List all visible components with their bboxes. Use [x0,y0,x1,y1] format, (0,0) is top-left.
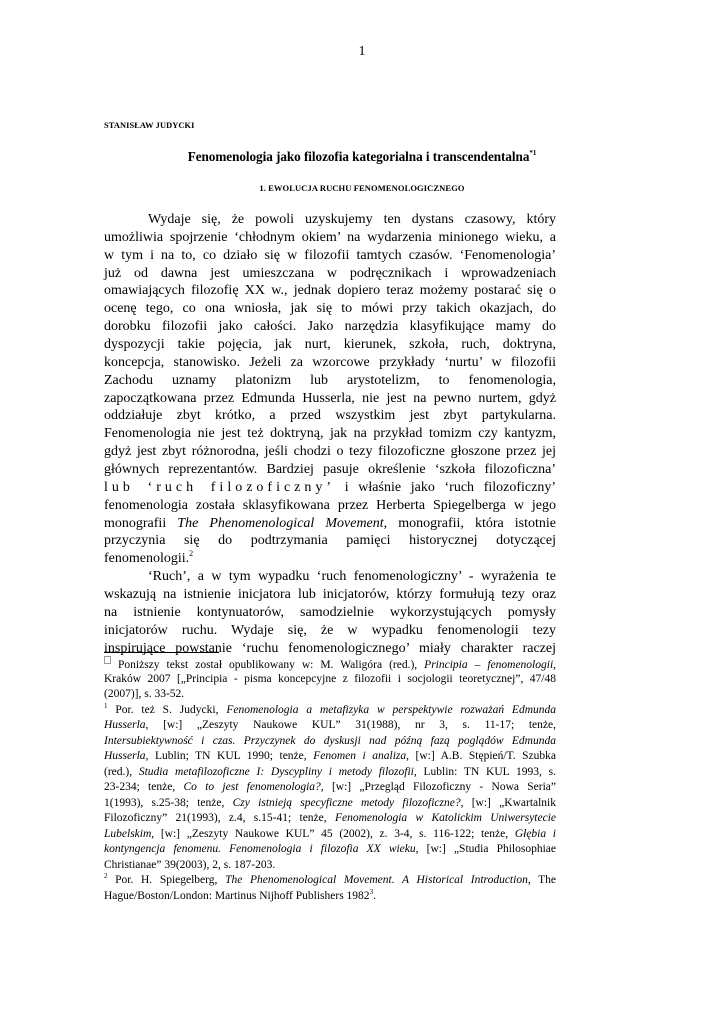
body-line: gdyż jest zbyt różnorodna, jeśli chodzi o tezy filozoficzne głoszone przez jej [104,444,556,460]
title-text: Fenomenologia jako filozofia kategorialna i transcendentalna [187,149,530,164]
body-line: inicjatorów ruchu. Wydaje się, że w wypadku fenomenologii tezy [104,622,556,638]
footnote-text: , Lublin: TN KUL 1993, s. [413,765,556,778]
footnote-text: Hague/Boston/London: Martinus Nijhoff Publishers 1982 [104,889,370,902]
footnotes [104,656,556,904]
footnote-line: Kraków 2007 [„Principia - pisma koncepcyjne z filozofii i socjologii teoretycznej”, 47/48 [104,672,556,685]
footnote-text: , The [527,874,557,886]
body-line: fenomenologia została sklasyfikowana przez Herberta Spiegelberga w jego [104,497,556,513]
body-line: dyspozycji takie pojęcia, jak nurt, kierunek, szkoła, ruch, doktryna, [104,337,556,353]
body-line [104,515,556,533]
body-text [104,211,556,657]
footnote-separator [104,652,219,653]
footnote-italic: Fenomen i analiza [313,750,407,762]
body-line: koncepcja, stanowisko. Jeżeli za wzorcowe przykłady ‘nurtu’ w filozofii [104,354,556,370]
footnote-text: , [553,659,557,671]
footnote-line [104,889,556,905]
footnote-italic: Fenomenologia w Katolickim Uniwersytecie [334,812,557,824]
body-line: przyczynia się do podtrzymania pamięci historycznej dotyczącej [104,533,556,549]
footnote-italic: Husserla [104,719,146,731]
footnote-line [104,749,556,765]
body-line: ocenę tego, co ona wniosła, jak się to mówi przy takich okazjach, do [104,301,556,317]
footnote-italic: Czy istnieją specyficzne metody filozoficzne? [232,796,461,809]
body-line-text: fenomenologii. [104,551,190,567]
footnote-text: 1(1993), s.25-38; tenże, [104,796,225,809]
footnote-text: , [w:] „Kwartalnik [460,796,557,809]
body-line: na istnienie kontynuatorów, samodzielnie wykorzystujących pomysły [104,604,556,620]
body-line: oddziałuje zbyt krótko, a przed wszystkim jest zbyt partykularna. [104,408,556,424]
footnote-italic: The Phenomenological Movement. A Historical Introduction [225,874,528,886]
footnote-ref: 2 [189,549,194,559]
footnote-text: (red.), [104,765,133,778]
body-line: głównych reprezentantów. Bardziej pasuje określenie ‘szkoła filozoficzna’ [104,462,556,478]
author-name: STANISŁAW JUDYCKI [104,121,195,130]
book-title: The Phenomenological Movement [177,515,384,531]
body-line [104,550,556,568]
body-line-text: monografii [104,515,167,531]
footnote-italic: Principia – fenomenologii [424,659,554,671]
footnote-line [104,811,556,827]
footnote-line [104,827,556,843]
paper-title [104,149,620,165]
footnote-ref: 3 [369,887,374,896]
body-line: wskazują na istnienie inicjatora lub inicjatorów, którzy formułują tezy oraz [104,587,556,603]
footnote-italic: Lubelskim [104,827,152,840]
footnote-line [104,842,556,858]
footnote-text: Poniższy tekst został opublikowany w: M. Waligóra (red.), [111,659,418,671]
body-line: omawiających filozofię XX w., jednak dopiero teraz możemy postarać się o [104,283,556,299]
body-line-text: , monografii, która istotnie [383,515,557,531]
footnote-line [104,718,556,734]
footnote-line [104,780,556,796]
footnote-line [104,796,556,812]
footnote-text: Por. też S. Judycki, [107,703,219,716]
footnote-italic: Studia metafilozoficzne I: Dyscypliny i metody filozofii [138,765,414,778]
footnote-italic: Głębia i [514,827,557,840]
footnote-text: , [w:] „Zeszyty Naukowe KUL” 45 (2002), z. 3-4, s. 116-122; tenże, [151,827,509,840]
footnote-italic: kontyngencja fenomenu. Fenomenologia i filozofia XX wieku [104,843,416,855]
footnote-italic: Fenomenologia a metafizyka w perspektywie rozważań Edmunda [226,703,557,716]
footnote-text: , [w:] „Studia Philosophiae [415,843,556,855]
page-number: 1 [358,44,366,59]
body-line: Fenomenologia nie jest też doktryną, jak na przykład tomizm czy kantyzm, [104,426,556,442]
footnote-number: 2 [104,872,108,880]
body-line [104,479,556,497]
footnote-text: Filozoficzny” 21(1993), z.4, s.15-41; tenże, [104,812,327,824]
title-footnote-marks: *1 [529,149,537,157]
body-line: Wydaje się, że powoli uzyskujemy ten dystans czasowy, który [148,212,556,227]
body-line-text: i właśnie jako ‘ruch filozoficzny’ [344,479,556,495]
footnote-line [104,656,556,672]
body-line: w tym i na to, co działo się w filozofii tamtych czasów. ‘Fenomenologia’ [104,247,556,263]
footnote-line: (2007)], s. 33-52. [104,688,185,700]
footnote-text: , Lublin; TN KUL 1990; tenże, [145,750,307,762]
footnote-text: , [w:] A.B. Stępień/T. Szubka [406,750,557,762]
section-heading: 1. EWOLUCJA RUCHU FENOMENOLOGICZNEGO [259,183,465,193]
body-line: umożliwia spojrzenie ‘chłodnym okiem’ na wydarzenia minionego wieku, a [104,229,556,245]
footnote-line [104,765,556,781]
footnote-marker-icon [104,656,111,664]
body-line: już od dawna jest umieszczana w podręcznikach i wprowadzeniach [104,265,556,281]
footnote-line [104,703,556,719]
spaced-phrase: lub ‘ruch filozoficzny’ [104,479,336,495]
footnote-text: . [373,889,376,902]
footnote-italic: Intersubiektywność i czas. Przyczynek do dyskusji nad późną fazą poglądów Edmunda [104,734,556,747]
footnote-line: Christianae” 39(2003), 2, s. 187-203. [104,858,276,871]
footnote-line [104,734,556,750]
body-line: zapoczątkowana przez Edmunda Husserla, nie jest na pewno nurtem, gdyż [104,390,556,406]
footnote-italic: Co to jest fenomenologia? [183,781,321,793]
footnote-line [104,873,556,889]
footnote-italic: Husserla [104,750,146,762]
body-line: dorobku filozofii jako całości. Jako narzędzia klasyfikujące mamy do [104,319,556,335]
footnote-text: 23-234; tenże, [104,781,176,793]
footnote-text: Por. H. Spiegelberg, [107,874,218,886]
body-line: inspirujące powstanie ‘ruchu fenomenologicznego’ miały charakter raczej [104,640,556,656]
body-line: Zachodu uznamy platonizm lub arystotelizm, to fenomenologia, [104,372,556,388]
body-line: ‘Ruch’, a w tym wypadku ‘ruch fenomenologiczny’ - wyrażenia te [148,569,556,585]
footnote-number: 1 [104,701,108,710]
footnote-text: , [w:] „Przegląd Filozoficzny - Nowa Seria” [320,781,557,793]
footnote-text: , [w:] „Zeszyty Naukowe KUL” 31(1988), nr 3, s. 11-17; tenże, [145,719,556,731]
